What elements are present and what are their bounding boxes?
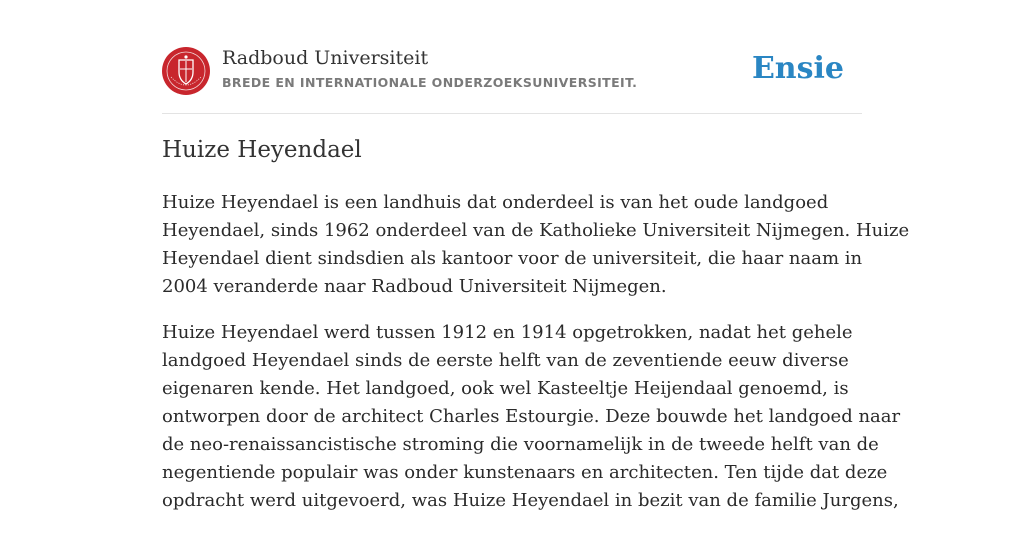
page-container [162, 0, 910, 511]
paragraph-line: de neo-renaissancistische stroming die voornamelijk in de tweede helft van de [162, 434, 879, 455]
article-title: Huize Heyendael [162, 137, 362, 163]
paragraph-line: negentiende populair was onder kunstenaars en architecten. Ten tijde dat deze [162, 462, 888, 483]
ensie-logo-link[interactable]: Ensie [751, 51, 844, 86]
paragraph-line: eigenaren kende. Het landgoed, ook wel Kasteeltje Heijendaal genoemd, is [162, 378, 849, 399]
paragraph-line: landgoed Heyendael sinds de eerste helft van de zeventiende eeuw diverse [162, 350, 849, 371]
org-tagline: BREDE EN INTERNATIONALE ONDERZOEKSUNIVERSITEIT. [222, 75, 638, 90]
article-body [162, 189, 910, 533]
org-name[interactable]: Radboud Universiteit [222, 47, 429, 69]
article-paragraph [162, 319, 901, 515]
paragraph-line: 2004 veranderde naar Radboud Universiteit Nijmegen. [162, 276, 667, 297]
paragraph-line: Huize Heyendael werd tussen 1912 en 1914 opgetrokken, nadat het gehele [162, 322, 853, 343]
paragraph-line: ontworpen door de architect Charles Estourgie. Deze bouwde het landgoed naar [162, 406, 901, 427]
radboud-seal-icon[interactable] [162, 47, 210, 95]
paragraph-line: opdracht werd uitgevoerd, was Huize Heyendael in bezit van de familie Jurgens, [162, 490, 899, 511]
paragraph-line: Heyendael, sinds 1962 onderdeel van de Katholieke Universiteit Nijmegen. Huize [162, 220, 910, 241]
article-paragraph [162, 189, 910, 301]
site-header [162, 0, 862, 114]
paragraph-line: Huize Heyendael is een landhuis dat onderdeel is van het oude landgoed [162, 192, 829, 213]
paragraph-line: Heyendael dient sindsdien als kantoor voor de universiteit, die haar naam in [162, 248, 863, 269]
